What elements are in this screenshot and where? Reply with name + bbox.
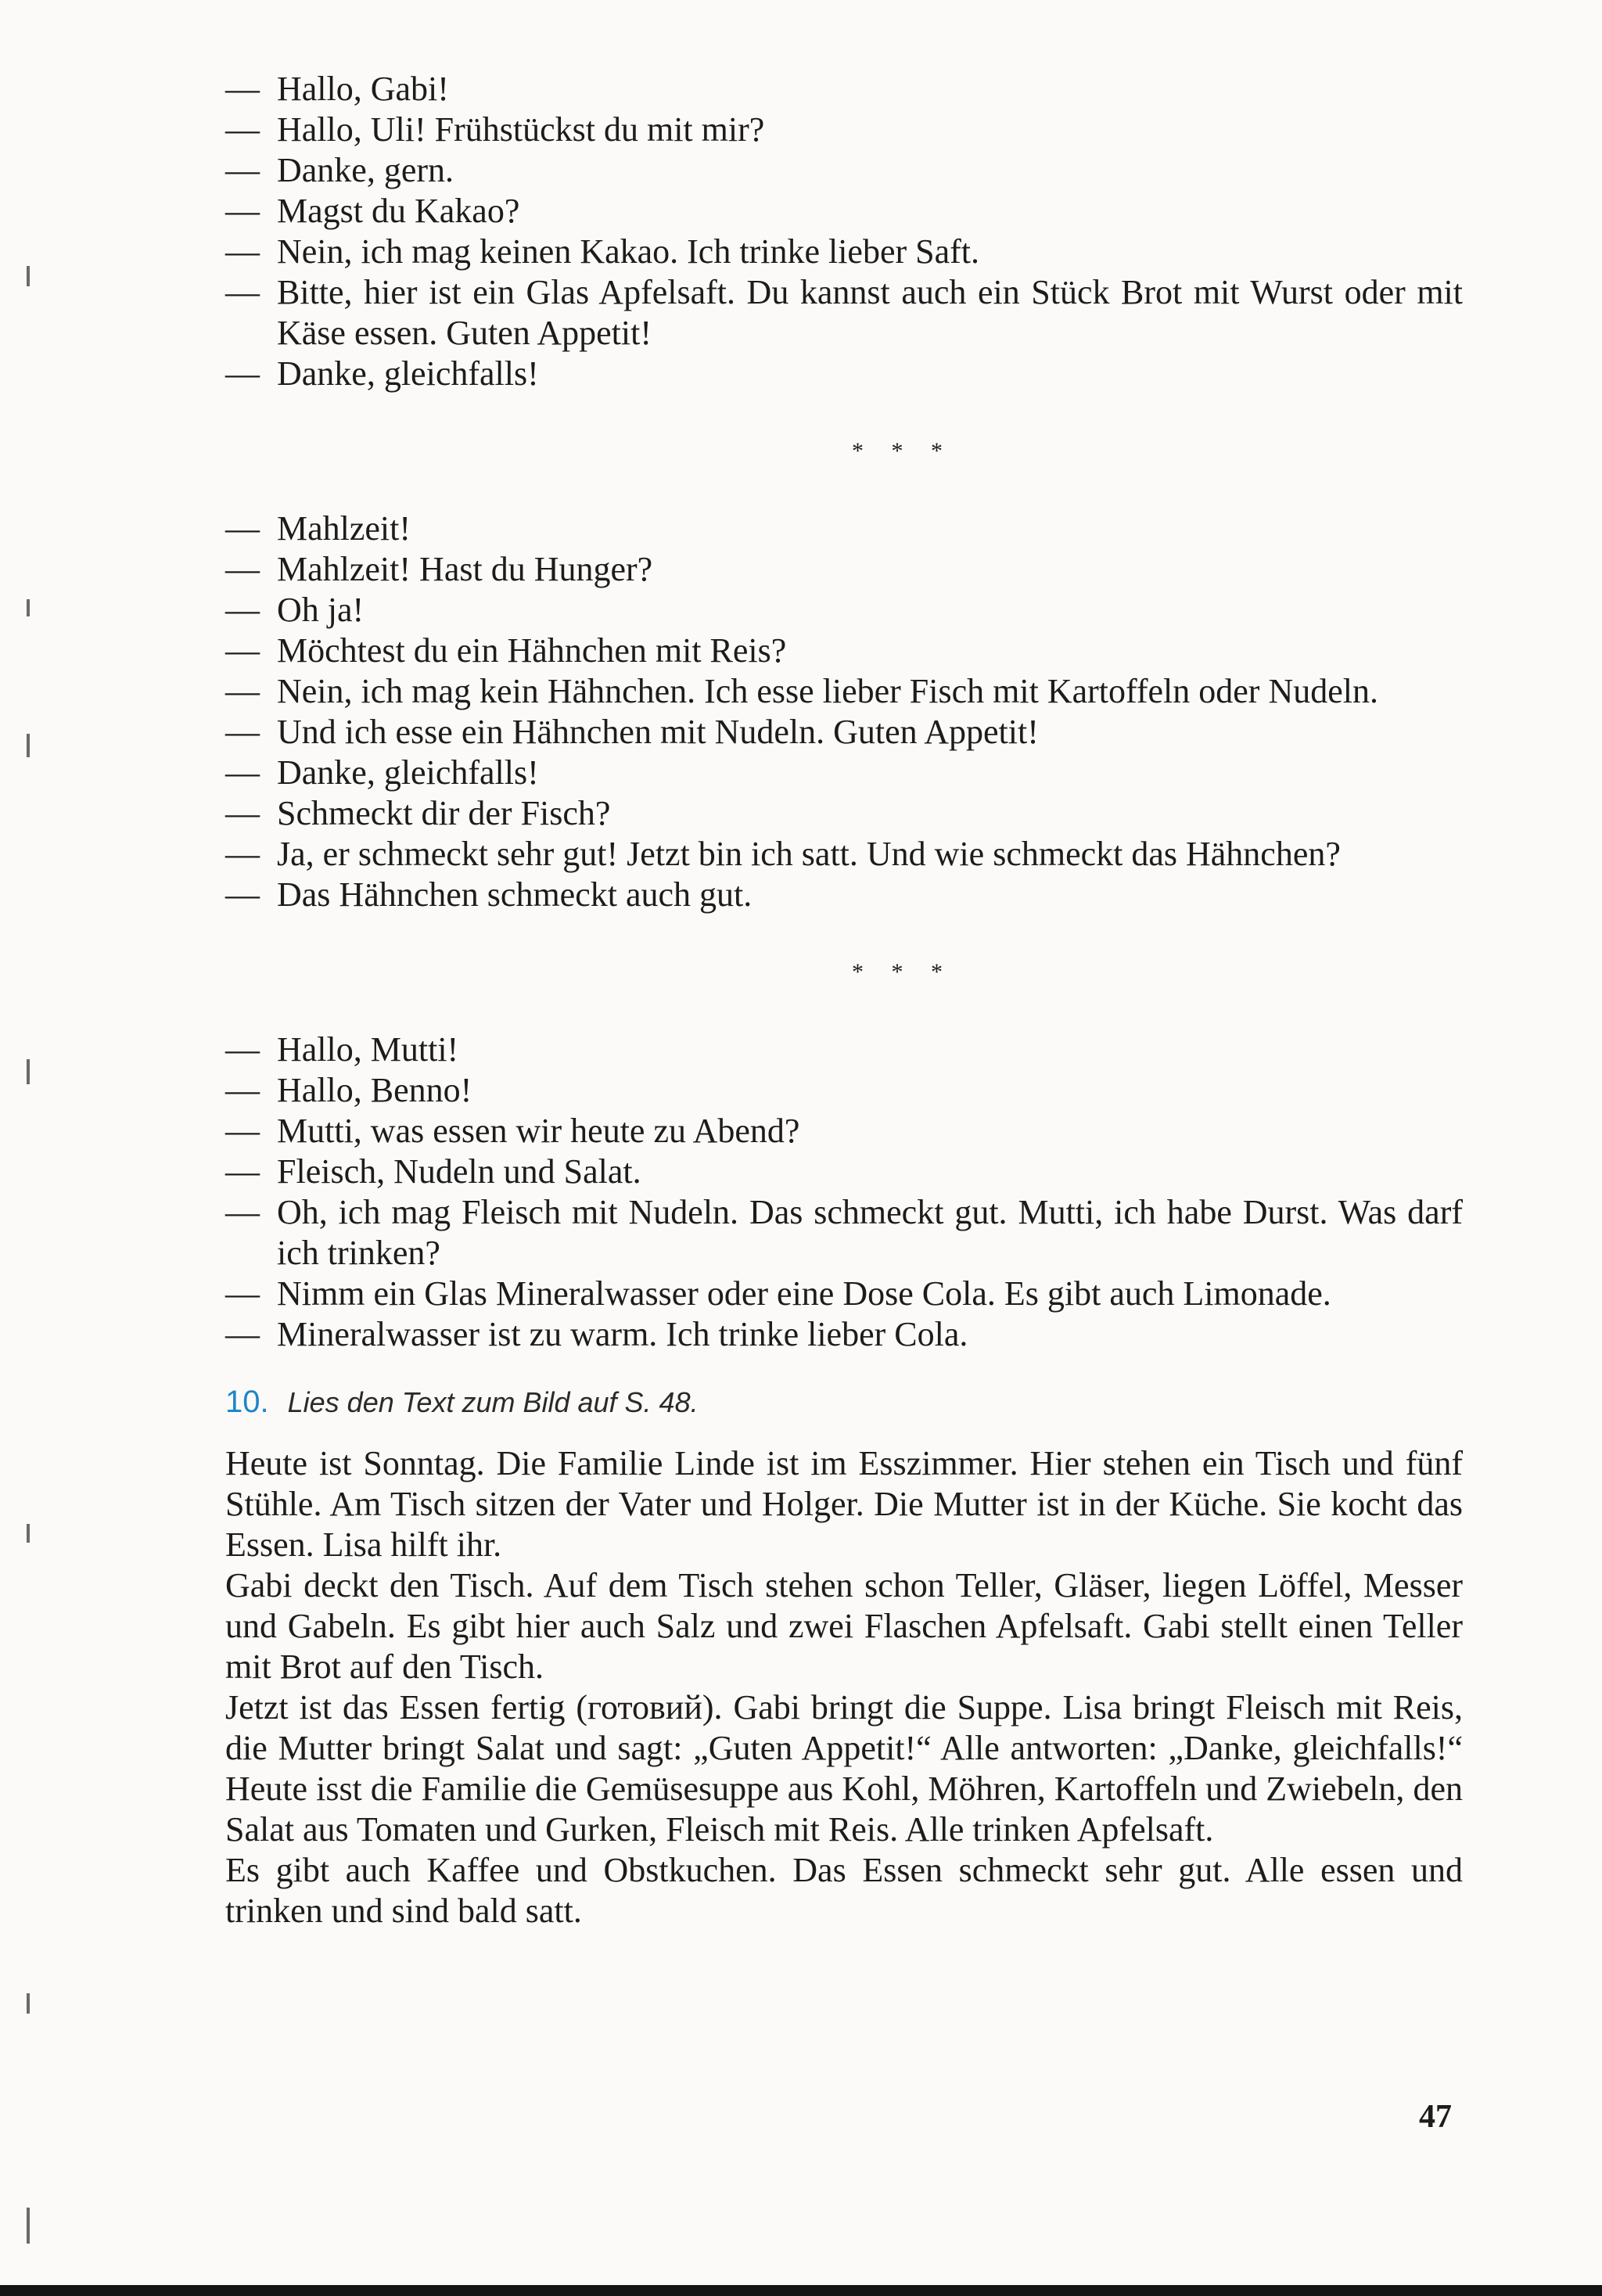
dialogue-line: — Hallo, Gabi! <box>225 70 449 108</box>
dialogue-line: — Oh, ich mag Fleisch mit Nudeln. Das schmeckt gut. Mutti, ich habe Durst. Was darf ich trinken? <box>225 1193 1463 1272</box>
dialogue-line: — Und ich esse ein Hähnchen mit Nudeln. Guten Appetit! <box>225 713 1039 751</box>
dialogue-line: — Bitte, hier ist ein Glas Apfelsaft. Du kannst auch ein Stück Brot mit Wurst oder mit Käse essen. Guten Appetit! <box>225 273 1463 352</box>
dialogue-line: — Hallo, Benno! <box>225 1071 472 1109</box>
dialogue-line: — Mineralwasser ist zu warm. Ich trinke lieber Cola. <box>225 1315 968 1353</box>
dialogue-2 <box>225 508 1463 915</box>
dialogue-line: — Mahlzeit! <box>225 509 411 548</box>
dialogue-line: — Nimm ein Glas Mineralwasser oder eine Dose Cola. Es gibt auch Limonade. <box>225 1274 1331 1313</box>
margin-mark <box>27 734 30 757</box>
exercise-instruction: Lies den Text zum Bild auf S. 48. <box>287 1386 699 1418</box>
dialogue-line: — Möchtest du ein Hähnchen mit Reis? <box>225 631 787 670</box>
dialogue-line: — Nein, ich mag kein Hähnchen. Ich esse lieber Fisch mit Kartoffeln oder Nudeln. <box>225 672 1378 710</box>
reading-paragraph: Es gibt auch Kaffee und Obstkuchen. Das Essen schmeckt sehr gut. Alle essen und trinken und sind bald satt. <box>225 1851 1463 1930</box>
dialogue-line: — Mahlzeit! Hast du Hunger? <box>225 550 653 588</box>
section-separator: * * * <box>852 438 954 464</box>
scan-bottom-edge <box>0 2285 1602 2296</box>
margin-mark <box>27 1524 30 1543</box>
reading-text <box>225 1443 1463 1931</box>
dialogue-line: — Danke, gleichfalls! <box>225 354 539 393</box>
section-separator: * * * <box>852 959 954 985</box>
reading-paragraph: Gabi deckt den Tisch. Auf dem Tisch stehen schon Teller, Gläser, liegen Löffel, Messer und Gabeln. Es gibt hier auch Salz und zwei Flaschen Apfelsaft. Gabi stellt einen Teller mit Brot auf den Tisch. <box>225 1566 1463 1686</box>
exercise-number: 10. <box>225 1385 269 1419</box>
margin-mark <box>27 1993 30 2014</box>
exercise-heading <box>225 1383 1463 1421</box>
dialogue-line: — Hallo, Uli! Frühstückst du mit mir? <box>225 110 765 149</box>
margin-mark <box>27 266 30 286</box>
dialogue-line: — Ja, er schmeckt sehr gut! Jetzt bin ich satt. Und wie schmeckt das Hähnchen? <box>225 835 1341 873</box>
reading-paragraph: Heute ist Sonntag. Die Familie Linde ist im Esszimmer. Hier stehen ein Tisch und fünf Stühle. Am Tisch sitzen der Vater und Holger. Die Mutter ist in der Küche. Sie kocht das Essen. Lisa hilft ihr. <box>225 1444 1463 1564</box>
reading-paragraph: Jetzt ist das Essen fertig (готовий). Gabi bringt die Suppe. Lisa bringt Fleisch mit Reis, die Mutter bringt Salat und sagt: „Guten Appetit!“ Alle antworten: „Danke, gleichfalls!“ Heute isst die Familie die Gemüsesuppe aus Kohl, Möhren, Kartoffeln und Zwiebeln, den Salat aus Tomaten und Gurken, Fleisch mit Reis. Alle trinken Apfelsaft. <box>225 1688 1463 1849</box>
dialogue-line: — Magst du Kakao? <box>225 192 520 230</box>
dialogue-line: — Oh ja! <box>225 591 365 629</box>
dialogue-1 <box>225 69 1463 394</box>
margin-mark <box>27 1059 30 1084</box>
dialogue-line: — Danke, gleichfalls! <box>225 753 539 792</box>
dialogue-line: — Schmeckt dir der Fisch? <box>225 794 611 832</box>
dialogue-line: — Hallo, Mutti! <box>225 1030 459 1069</box>
dialogue-line: — Nein, ich mag keinen Kakao. Ich trinke lieber Saft. <box>225 232 980 271</box>
margin-mark <box>27 599 30 616</box>
dialogue-3 <box>225 1029 1463 1355</box>
page-content <box>225 69 1463 1931</box>
margin-mark <box>27 2208 30 2244</box>
page-number: 47 <box>1419 2099 1452 2135</box>
dialogue-line: — Danke, gern. <box>225 151 454 189</box>
dialogue-line: — Fleisch, Nudeln und Salat. <box>225 1152 641 1191</box>
dialogue-line: — Mutti, was essen wir heute zu Abend? <box>225 1112 800 1150</box>
dialogue-line: — Das Hähnchen schmeckt auch gut. <box>225 875 753 914</box>
